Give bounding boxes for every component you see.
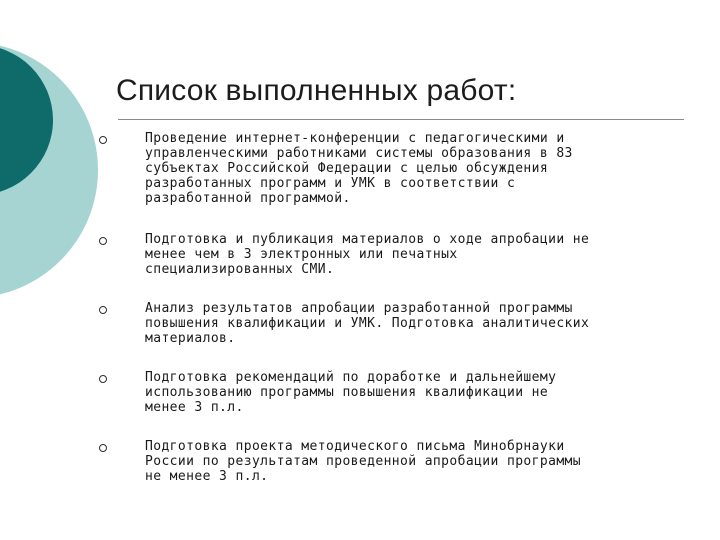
list-item-text: Проведение интернет-конференции с педагогическими и управленческими работниками системы образования в 83 субъектах Российской Федерации с целью обсуждения разработанных программ и УМК в соответствии с разработанной программой. (145, 131, 573, 206)
hollow-circle-bullet-icon (99, 136, 107, 144)
hollow-circle-bullet-icon (99, 237, 107, 245)
hollow-circle-bullet-icon (99, 306, 107, 314)
hollow-circle-bullet-icon (99, 375, 107, 383)
list-item-text: Анализ результатов апробации разработанной программы повышения квалификации и УМК. Подготовка аналитических материалов. (145, 301, 590, 346)
slide-title: Список выполненных работ: (116, 74, 517, 107)
list-item-text: Подготовка рекомендаций по доработке и дальнейшему использованию программы повышения квалификации не менее 3 п.л. (145, 370, 557, 415)
list-item-text: Подготовка и публикация материалов о ходе апробации не менее чем в 3 электронных или печатных специализированных СМИ. (145, 232, 590, 277)
hollow-circle-bullet-icon (99, 444, 107, 452)
list-item-text: Подготовка проекта методического письма Минобрнауки России по результатам проведенной апробации программы не менее 3 п.л. (145, 439, 582, 484)
